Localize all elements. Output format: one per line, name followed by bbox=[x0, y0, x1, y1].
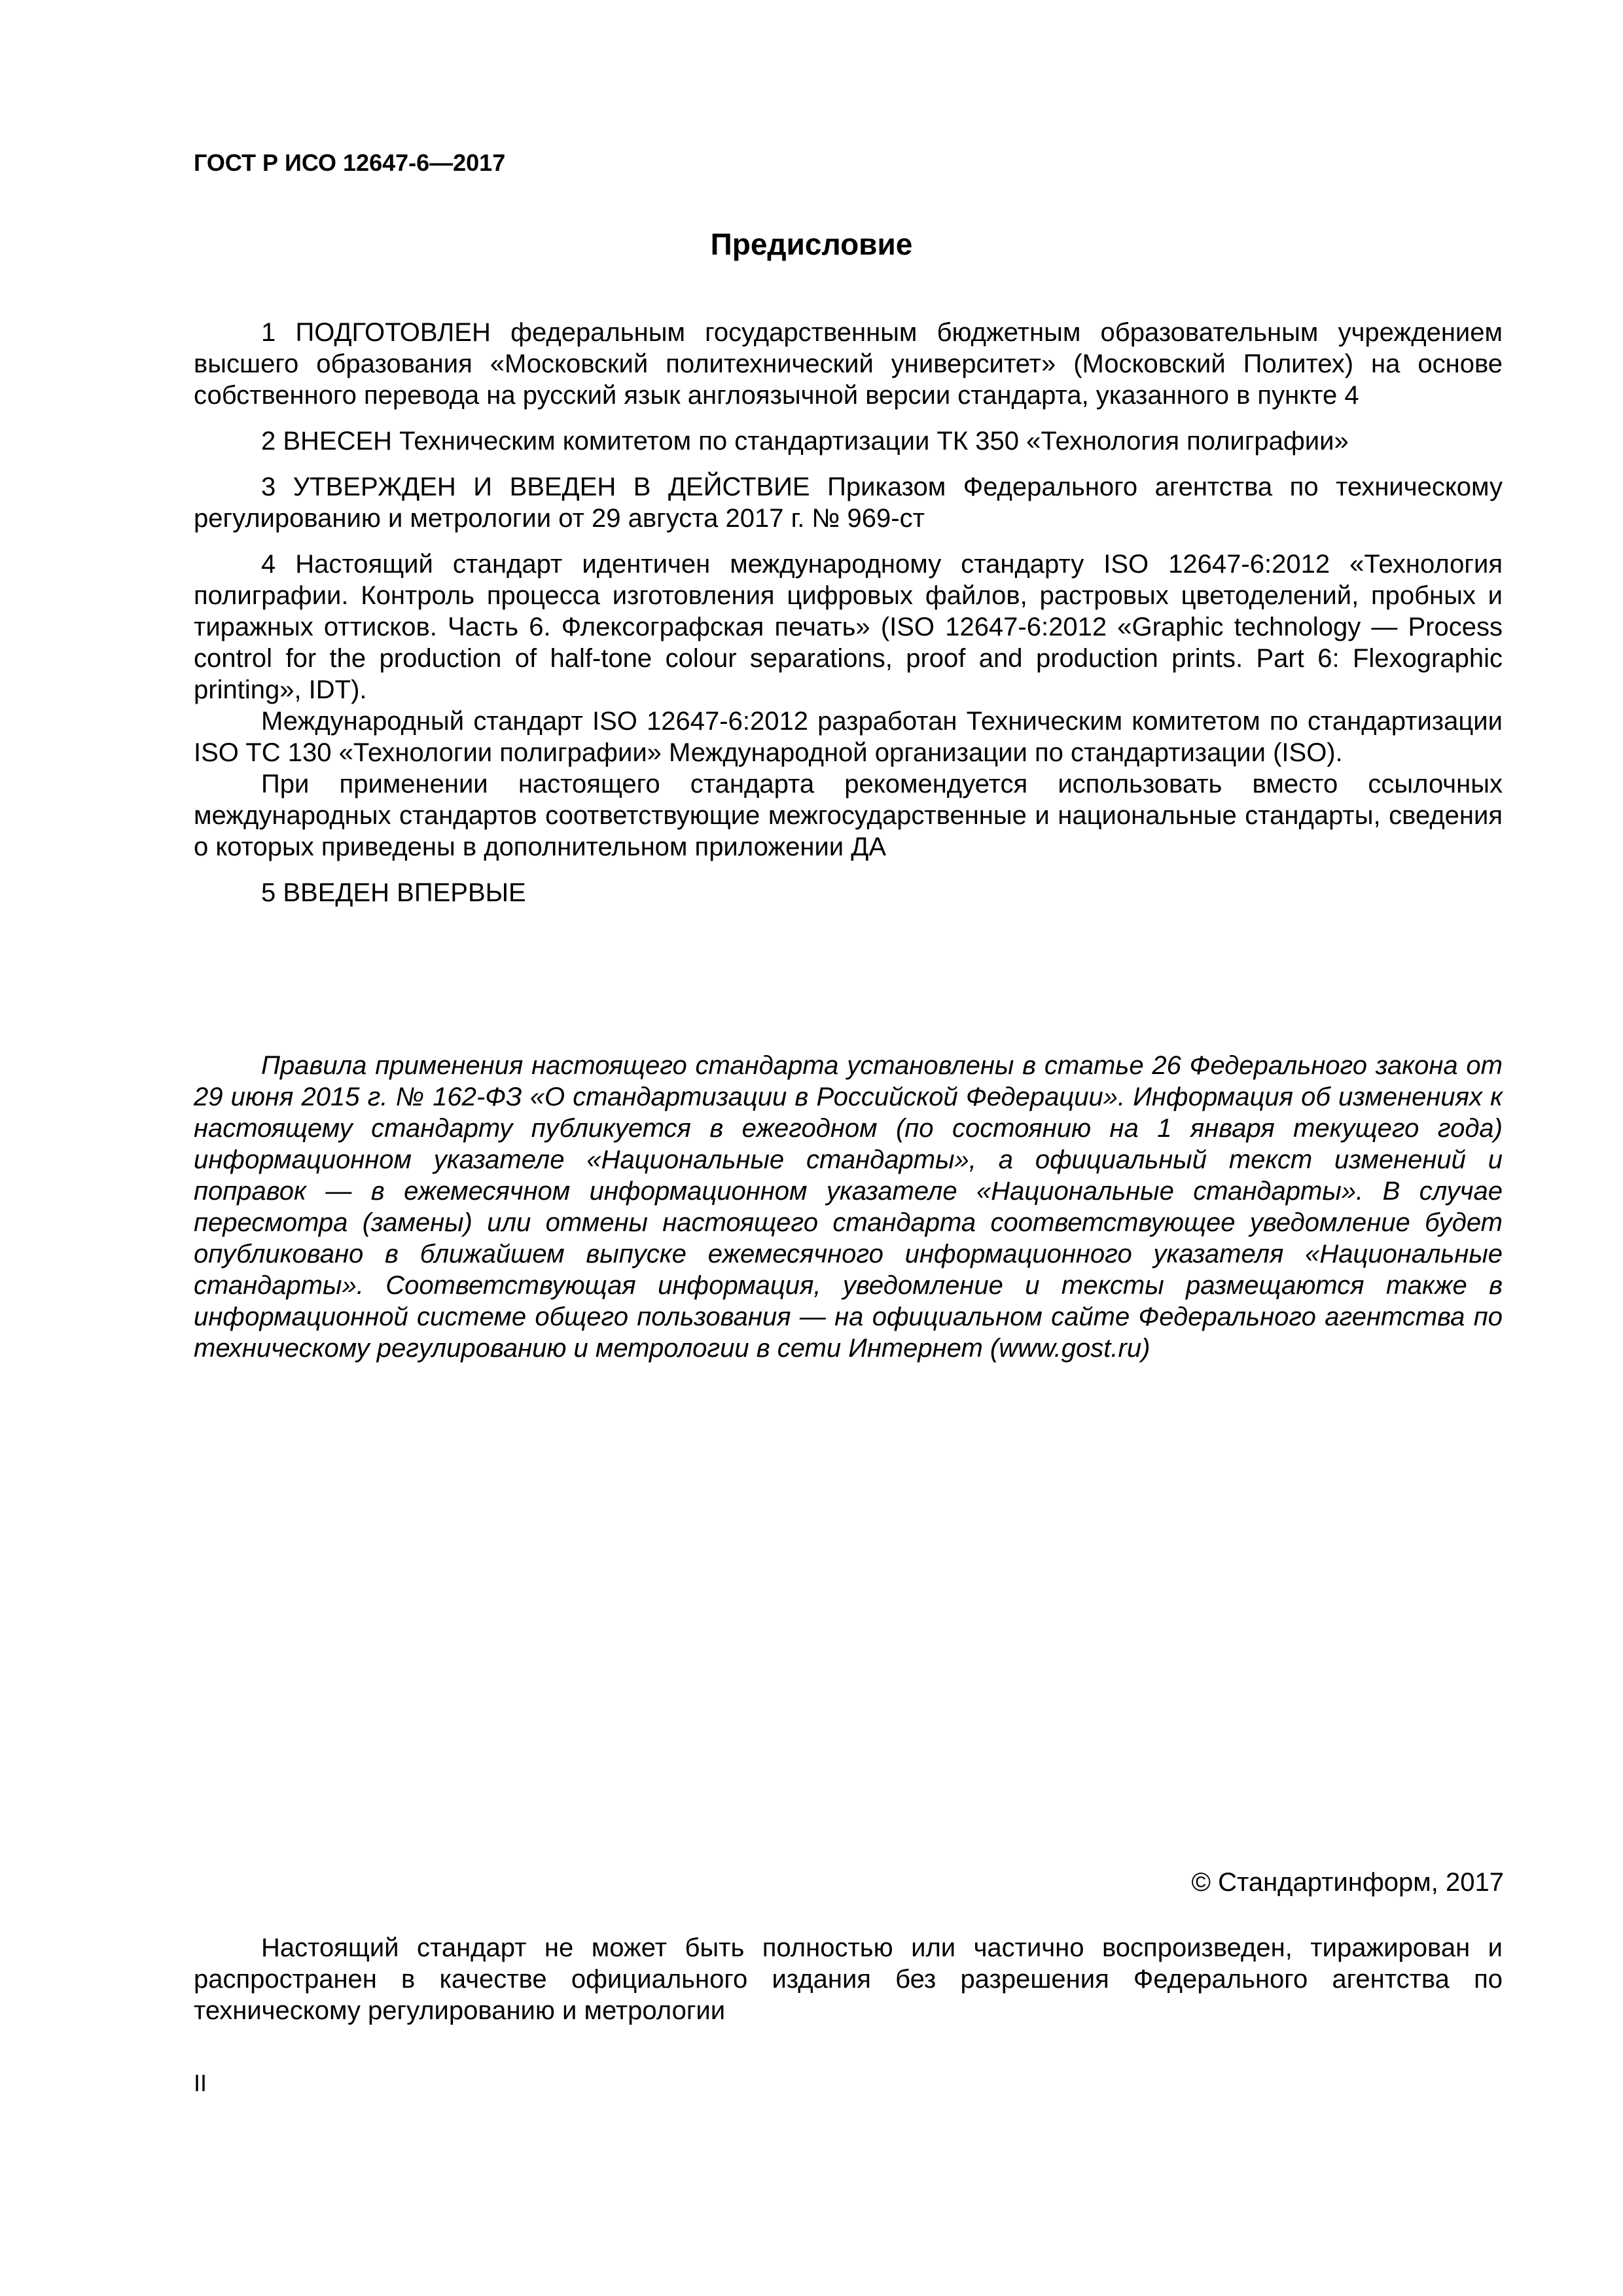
page-number: II bbox=[194, 2070, 207, 2096]
foreword-item-1: 1 ПОДГОТОВЛЕН федеральным государственным бюджетным образовательным учреждением высшего образования «Московский политехнический университет» (Московский Политех) на основе собственного перевода на русский язык англоязычной версии стандарта, указанного в пункте 4 bbox=[194, 318, 1503, 410]
document-designation: ГОСТ Р ИСО 12647-6—2017 bbox=[194, 149, 506, 176]
foreword-item-5: 5 ВВЕДЕН ВПЕРВЫЕ bbox=[261, 878, 526, 907]
page-title: Предисловие bbox=[710, 227, 913, 261]
reprint-notice: Настоящий стандарт не может быть полностью или частично воспроизведен, тиражирован и распространен в качестве официального издания без разрешения Федерального агентства по техническому регулированию и метрологии bbox=[194, 1933, 1503, 2025]
application-rules-notice: Правила применения настоящего стандарта установлены в статье 26 Федерального закона от 29 июня 2015 г. № 162-ФЗ «О стандартизации в Российской Федерации». Информация об изменениях к настоящему стандарту публикуется в ежегодном (по состоянию на 1 января текущего года) информационном указателе «Национальные стандарты», а официальный текст изменений и поправок — в ежемесячном информационном указателе «Национальные стандарты». В случае пересмотра (замены) или отмены настоящего стандарта соответствующее уведомление будет опубликовано в ближайшем выпуске ежемесячного информационного указателя «Национальные стандарты». Соответствующая информация, уведомление и тексты размещаются также в информационной системе общего пользования — на официальном сайте Федерального агентства по техническому регулированию и метрологии в сети Интернет (www.gost.ru) bbox=[194, 1051, 1503, 1363]
foreword-item-2: 2 ВНЕСЕН Техническим комитетом по стандартизации ТК 350 «Технология полиграфии» bbox=[261, 427, 1349, 456]
copyright: © Стандартинформ, 2017 bbox=[1191, 1868, 1504, 1897]
foreword-item-4-development: Международный стандарт ISO 12647-6:2012 разработан Техническим комитетом по стандартизации ISO TC 130 «Технологии полиграфии» Международной организации по стандартизации (ISO). bbox=[194, 707, 1503, 767]
foreword-item-4-references: При применении настоящего стандарта рекомендуется использовать вместо ссылочных международных стандартов соответствующие межгосударственные и национальные стандарты, сведения о которых приведены в дополнительном приложении ДА bbox=[194, 770, 1503, 861]
foreword-item-4: 4 Настоящий стандарт идентичен международному стандарту ISO 12647-6:2012 «Технология полиграфии. Контроль процесса изготовления цифровых файлов, растровых цветоделений, пробных и тиражных оттисков. Часть 6. Флексографская печать» (ISO 12647-6:2012 «Graphic technology — Process control for the production of half-tone colour separations, proof and production prints. Part 6: Flexographic printing», IDT). bbox=[194, 550, 1503, 704]
foreword-body bbox=[194, 317, 1503, 908]
foreword-item-3: 3 УТВЕРЖДЕН И ВВЕДЕН В ДЕЙСТВИЕ Приказом Федерального агентства по техническому регулированию и метрологии от 29 августа 2017 г. № 969-ст bbox=[194, 473, 1503, 533]
